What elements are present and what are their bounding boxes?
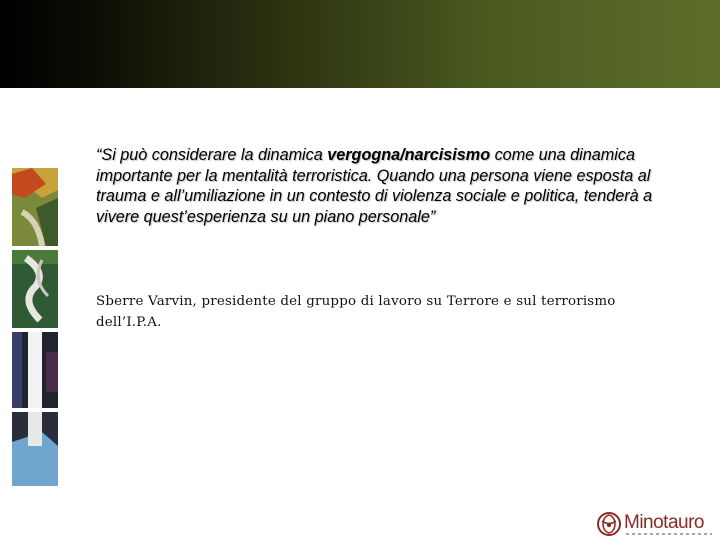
brand-name: Minotauro (624, 512, 704, 533)
brand-tagline-mark (626, 533, 712, 535)
artwork-panel-3 (12, 332, 58, 408)
quote-attribution: Sberre Varvin, presidente del gruppo di lavoro su Terrore e sul terrorismo dell’I.P.A. (96, 294, 616, 330)
decorative-image-strip (12, 168, 58, 486)
minotauro-logo-icon (596, 511, 622, 537)
artwork-panel-4 (12, 412, 58, 486)
header-band (0, 0, 720, 88)
quote-open: “Si può considerare la dinamica (96, 146, 328, 164)
artwork-panel-2 (12, 250, 58, 328)
quote-emphasis: vergogna/narcisismo (327, 146, 491, 164)
quote-text (96, 145, 656, 227)
artwork-panel-1 (12, 168, 58, 246)
brand-logo (596, 511, 716, 541)
quote-rest: come una dinamica importante per la mentalità terroristica. Quando una persona viene esposta al trauma e all’umiliazione in un contesto di violenza sociale e politica, tenderà a vivere quest’esperienza su un piano personale” (96, 146, 653, 226)
